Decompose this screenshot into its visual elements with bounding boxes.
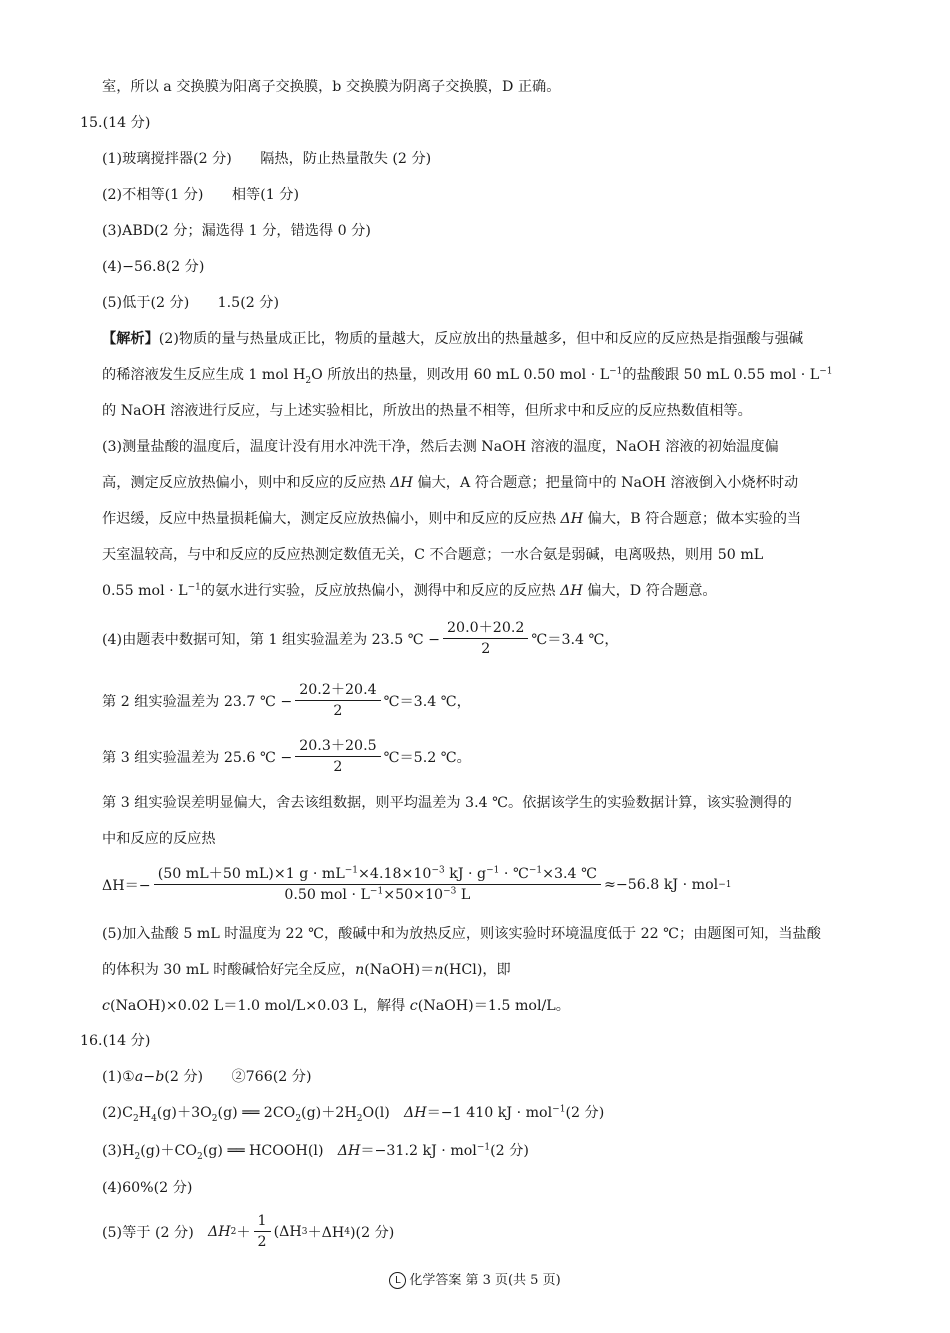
analysis-2-line-2: 的稀溶液发生反应生成 1 mol $H_2O$ 所放出的热量，则改用 60 mL 0.50 mol · $L^{-1}$的盐酸跟 50 mL 0.55 mol · $L^{-1}$	[102, 366, 833, 386]
analysis-tag: 【解析】	[102, 331, 159, 347]
analysis-2-line-3: 的 NaOH 溶液进行反应，与上述实验相比，所放出的热量不相等，但所求中和反应的反应热数值相等。	[102, 403, 752, 419]
q15-heading: 15.(14 分)	[80, 115, 151, 131]
q15-answer-2: (2)不相等(1 分) 相等(1 分)	[102, 187, 299, 203]
analysis-4-group-3: 第 3 组实验温差为 25.6 ℃ − $\frac{20.3+20.5}{2}$ ℃＝5.2 ℃。	[102, 738, 471, 775]
analysis-3-line-2: 高，测定反应放热偏小，则中和反应的反应热 ΔH 偏大，A 符合题意；把量筒中的 NaOH 溶液倒入小烧杯时动	[102, 475, 799, 491]
analysis-4-line-5: 中和反应的反应热	[102, 831, 216, 847]
prev-answer-line: 室，所以 a 交换膜为阳离子交换膜，b 交换膜为阴离子交换膜，D 正确。	[102, 79, 561, 95]
q15-answer-4: (4)−56.8(2 分)	[102, 259, 205, 275]
q16-answer-2: $(2)C_2H_4(g)+3O_2(g)$ ══ $2CO_2(g)+2H_2O(l)$ ΔH＝−1 410 kJ · mol$^{-1}$(2 分)	[102, 1104, 605, 1124]
analysis-5-line-2: 的体积为 30 mL 时酸碱恰好完全反应，n(NaOH)＝n(HCl)，即	[102, 962, 511, 978]
edition-badge: L	[389, 1272, 406, 1289]
enthalpy-fraction: $\frac{(50 mL+50 mL)\times 1 g \cdot mL^{-1}\times 4.18\times 10^{-3} kJ \cdot g^{-1} \cdot ℃^{-1}\times 3.4 ℃}{0.50 mol \cdot L^{-1}\times 50\times 10^{-3} L}$	[154, 866, 601, 903]
half-fraction: $\frac{1}{2}$	[254, 1213, 271, 1250]
analysis-2-line-1: 【解析】(2)物质的量与热量成正比，物质的量越大，反应放出的热量越多，但中和反应的反应热是指强酸与强碱	[102, 331, 804, 347]
analysis-3-line-4: 天室温较高，与中和反应的反应热测定数值无关，C 不合题意；一水合氨是弱碱，电离吸热，则用 50 mL	[102, 547, 764, 563]
analysis-3-line-1: (3)测量盐酸的温度后，温度计没有用水冲洗干净，然后去测 NaOH 溶液的温度，NaOH 溶液的初始温度偏	[102, 439, 779, 455]
footer-text: 化学答案 第 3 页(共 5 页)	[409, 1273, 561, 1288]
enthalpy-equation: ΔH＝− $\frac{(50 mL+50 mL)\times 1 g \cdot mL^{-1}\times 4.18\times 10^{-3} kJ \cdot g^{-1} \cdot ℃^{-1}\times 3.4 ℃}{0.50 mol \cdot L^{-1}\times 50\times 10^{-3} L}$ ≈−56.8 kJ · mol −1	[102, 865, 732, 903]
q16-answer-1: (1)①a−b(2 分) ②766(2 分)	[102, 1069, 312, 1085]
fraction: $\frac{20.2+20.4}{2}$	[295, 682, 380, 719]
analysis-5-line-3: c(NaOH)×0.02 L＝1.0 mol/L×0.03 L，解得 c(NaOH)＝1.5 mol/L。	[102, 998, 570, 1014]
analysis-4-group-2: 第 2 组实验温差为 23.7 ℃ − $\frac{20.2+20.4}{2}$ ℃＝3.4 ℃，	[102, 682, 471, 719]
q15-answer-1: (1)玻璃搅拌器(2 分) 隔热，防止热量散失 (2 分)	[102, 151, 432, 167]
analysis-4-line-4: 第 3 组实验误差明显偏大，舍去该组数据，则平均温差为 3.4 ℃。依据该学生的实验数据计算，该实验测得的	[102, 795, 792, 811]
analysis-3-line-3: 作迟缓，反应中热量损耗偏大，测定反应放热偏小，则中和反应的反应热 ΔH 偏大，B 符合题意；做本实验的当	[102, 511, 802, 527]
analysis-5-line-1: (5)加入盐酸 5 mL 时温度为 22 ℃，酸碱中和为放热反应，则该实验时环境温度低于 22 ℃；由题图可知，当盐酸	[102, 926, 821, 942]
q16-answer-5: (5)等于 (2 分) ΔH 2 ＋ $\frac{1}{2}$ (ΔH 3 ＋ΔH 4 )(2 分)	[102, 1213, 395, 1250]
q15-answer-5: (5)低于(2 分) 1.5(2 分)	[102, 295, 279, 311]
fraction: $\frac{20.3+20.5}{2}$	[295, 738, 380, 775]
page-footer	[0, 1269, 950, 1289]
fraction: $\frac{20.0+20.2}{2}$	[443, 620, 528, 657]
q16-answer-3: $(3)H_2(g)+CO_2(g)$ ══ HCOOH(l) ΔH＝−31.2 kJ · mol$^{-1}$(2 分)	[102, 1142, 529, 1162]
q16-answer-4: (4)60%(2 分)	[102, 1180, 193, 1196]
q16-heading: 16.(14 分)	[80, 1033, 151, 1049]
analysis-4-group-1: (4)由题表中数据可知，第 1 组实验温差为 23.5 ℃ − $\frac{20.0+20.2}{2}$ ℃＝3.4 ℃，	[102, 620, 619, 657]
analysis-3-line-5: 0.55 mol · $L^{-1}$的氨水进行实验，反应放热偏小，测得中和反应的反应热 ΔH 偏大，D 符合题意。	[102, 582, 717, 599]
q15-answer-3: (3)ABD(2 分；漏选得 1 分，错选得 0 分)	[102, 223, 371, 239]
